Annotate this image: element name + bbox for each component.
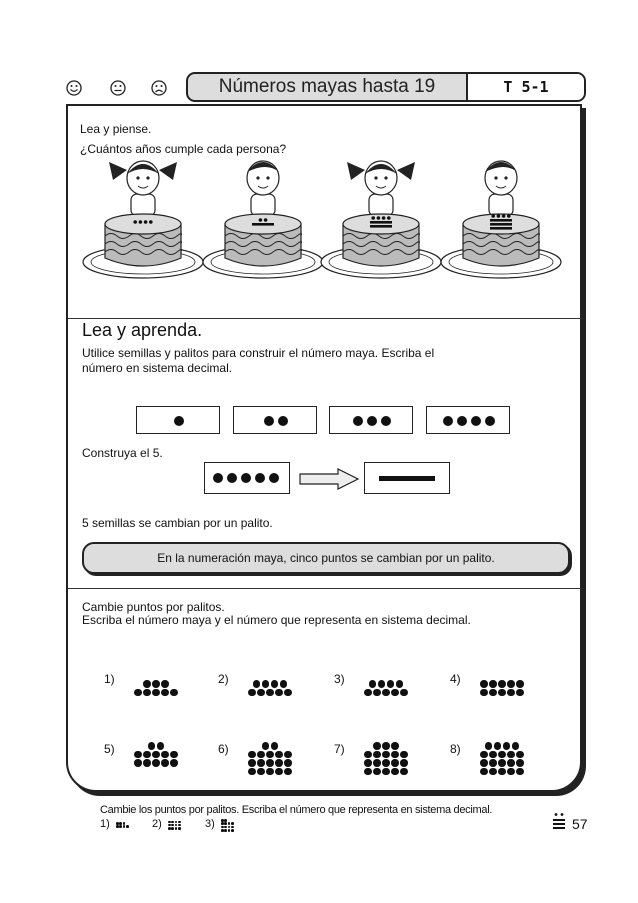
maya-dot (248, 689, 256, 697)
maya-dot (266, 751, 274, 759)
cake-maya-dot (144, 220, 148, 224)
maya-dot (516, 689, 524, 697)
happy-face-icon (66, 80, 82, 96)
maya-dot (278, 416, 288, 426)
maya-dot (221, 822, 224, 825)
sad-face-icon (151, 80, 167, 96)
maya-dot (364, 768, 372, 776)
cake-maya-dot (371, 216, 375, 220)
maya-dot (512, 742, 520, 750)
maya-dot (489, 759, 497, 767)
cake-maya-dot (139, 220, 143, 224)
maya-dot (143, 680, 151, 688)
maya-dot (264, 416, 274, 426)
maya-dot (516, 768, 524, 776)
maya-dot (480, 759, 488, 767)
footer-item-label: 2) (152, 818, 162, 830)
maya-dot (224, 822, 227, 825)
maya-dot (170, 689, 178, 697)
cake-top (105, 214, 181, 234)
maya-dot (503, 742, 511, 750)
maya-dot (480, 689, 488, 697)
maya-dot (400, 751, 408, 759)
maya-dot (161, 751, 169, 759)
maya-dot (353, 416, 363, 426)
maya-dot (373, 768, 381, 776)
maya-dot (391, 742, 399, 750)
maya-dot (257, 768, 265, 776)
maya-dot (257, 751, 265, 759)
section-divider-2 (68, 588, 582, 589)
pigtail-right (397, 162, 415, 180)
maya-number-box (233, 406, 317, 434)
maya-dot (480, 768, 488, 776)
maya-dot (367, 416, 377, 426)
person-body (369, 194, 393, 216)
person-eye (256, 176, 259, 179)
maya-dot (284, 768, 292, 776)
cake-top (343, 214, 419, 234)
person-eye (494, 176, 497, 179)
neutral-face-icon (110, 80, 126, 96)
maya-dot (382, 742, 390, 750)
maya-dot (400, 689, 408, 697)
maya-dot (227, 473, 237, 483)
maya-dot (400, 768, 408, 776)
page-title: Números mayas hasta 19 (218, 76, 436, 97)
maya-dot (489, 680, 497, 688)
maya-dot (248, 751, 256, 759)
maya-dot (116, 822, 119, 825)
maya-dot (391, 768, 399, 776)
maya-dot (152, 680, 160, 688)
bar-box (364, 462, 450, 494)
cake-maya-bar (370, 225, 392, 228)
maya-dot (134, 689, 142, 697)
maya-dot (516, 759, 524, 767)
maya-dot (364, 759, 372, 767)
maya-dot (480, 751, 488, 759)
exercise-label: 3) (334, 672, 345, 686)
pigtail-left (109, 162, 127, 180)
maya-number-box (329, 406, 413, 434)
page-number: 57 (572, 816, 588, 832)
maya-dot (123, 825, 126, 828)
maya-dot (152, 751, 160, 759)
cake-maya-bar (252, 223, 274, 226)
exercise-label: 6) (218, 742, 229, 756)
maya-dot (516, 680, 524, 688)
maya-dot (507, 680, 515, 688)
cake-maya-dot (382, 216, 386, 220)
cake-maya-dot (497, 214, 501, 218)
maya-dot (507, 759, 515, 767)
maya-dot (382, 768, 390, 776)
maya-dot (284, 751, 292, 759)
maya-dot (134, 751, 142, 759)
maya-dot (221, 819, 224, 822)
maya-dot (284, 689, 292, 697)
maya-dot (498, 768, 506, 776)
section-divider-1 (68, 318, 582, 319)
maya-number-box (426, 406, 510, 434)
five-dots-box (204, 462, 290, 494)
maya-dot (175, 821, 178, 824)
cake-maya-dot (502, 214, 506, 218)
maya-dot (148, 742, 156, 750)
maya-dot (231, 822, 234, 825)
maya-dot (262, 680, 270, 688)
maya-dot (498, 751, 506, 759)
rule-note-text: En la numeración maya, cinco puntos se cambian por un palito. (157, 551, 495, 565)
cake-maya-dot (507, 214, 511, 218)
section2-instruction-2: número en sistema decimal. (82, 361, 233, 375)
maya-dot (152, 759, 160, 767)
cake-maya-dot (377, 216, 381, 220)
exercise-label: 7) (334, 742, 345, 756)
cake-maya-dot (387, 216, 391, 220)
maya-dot (443, 416, 453, 426)
maya-dot (400, 759, 408, 767)
maya-dot (271, 742, 279, 750)
maya-dot (119, 822, 122, 825)
maya-dot (168, 824, 171, 827)
maya-dot (152, 689, 160, 697)
maya-dot (143, 759, 151, 767)
cake-maya-dot (264, 218, 268, 222)
maya-dot (116, 825, 119, 828)
maya-dot (224, 826, 227, 829)
maya-dot (485, 416, 495, 426)
person-eye (504, 176, 507, 179)
maya-dot (143, 751, 151, 759)
maya-dot (364, 751, 372, 759)
maya-dot (480, 680, 488, 688)
cake-maya-bar (490, 223, 512, 226)
exchange-text: 5 semillas se cambian por un palito. (82, 516, 273, 530)
maya-dot (143, 689, 151, 697)
title-bar (186, 72, 586, 102)
maya-dot (387, 680, 395, 688)
maya-dot (266, 689, 274, 697)
maya-seventeen-icon (552, 812, 566, 832)
maya-dot (178, 824, 181, 827)
maya-dot (175, 827, 178, 830)
person-eye (384, 176, 387, 179)
footer-item-label: 1) (100, 818, 110, 830)
maya-dot (157, 742, 165, 750)
maya-dot (221, 829, 224, 832)
exercise-label: 4) (450, 672, 461, 686)
maya-dot (275, 768, 283, 776)
maya-dot (275, 689, 283, 697)
maya-dot (275, 751, 283, 759)
maya-dot (134, 759, 142, 767)
maya-dot (161, 680, 169, 688)
maya-dot (489, 768, 497, 776)
maya-dot (171, 821, 174, 824)
maya-dot (266, 768, 274, 776)
maya-dot (174, 416, 184, 426)
maya-dot (178, 827, 181, 830)
maya-dot (516, 751, 524, 759)
maya-dot (489, 689, 497, 697)
maya-dot (168, 827, 171, 830)
exercise-label: 1) (104, 672, 115, 686)
maya-dot (378, 680, 386, 688)
person-eye (374, 176, 377, 179)
maya-dot (241, 473, 251, 483)
maya-dot (126, 825, 129, 828)
maya-dot (498, 680, 506, 688)
section2-heading: Lea y aprenda. (82, 320, 203, 340)
maya-dot (507, 689, 515, 697)
maya-dot (221, 826, 224, 829)
person-body (131, 194, 155, 216)
maya-dot (498, 759, 506, 767)
section2-instruction-1: Utilice semillas y palitos para construir el número maya. Escriba el (82, 346, 435, 360)
maya-dot (369, 680, 377, 688)
maya-dot (364, 689, 372, 697)
exercise-label: 8) (450, 742, 461, 756)
pigtail-left (347, 162, 365, 180)
maya-dot (494, 742, 502, 750)
maya-dot (471, 416, 481, 426)
section1-line1: Lea y piense. (80, 122, 152, 136)
cake-maya-dot (133, 220, 137, 224)
maya-dot (266, 759, 274, 767)
maya-dot (171, 824, 174, 827)
cake-maya-dot (259, 218, 263, 222)
cake-maya-dot (491, 214, 495, 218)
maya-dot (382, 689, 390, 697)
cake-maya-bar (490, 219, 512, 222)
maya-dot (123, 822, 126, 825)
maya-dot (171, 827, 174, 830)
maya-dot (373, 751, 381, 759)
maya-dot (175, 824, 178, 827)
maya-dot (228, 822, 231, 825)
maya-dot (271, 680, 279, 688)
maya-dot (170, 751, 178, 759)
maya-dot (119, 825, 122, 828)
maya-dot (382, 751, 390, 759)
maya-dot (161, 759, 169, 767)
person-eye (266, 176, 269, 179)
maya-dot (507, 768, 515, 776)
maya-dot (391, 751, 399, 759)
rule-note (82, 542, 570, 574)
maya-dot (248, 768, 256, 776)
maya-dot (489, 751, 497, 759)
maya-dot (257, 689, 265, 697)
maya-dot (373, 689, 381, 697)
maya-dot (485, 742, 493, 750)
maya-dot (228, 826, 231, 829)
footer-text: Cambie los puntos por palitos. Escriba el número que representa en sistema decimal. (100, 804, 493, 816)
maya-dot (231, 826, 234, 829)
person-eye (136, 176, 139, 179)
cake-maya-dot (149, 220, 153, 224)
maya-dot (507, 751, 515, 759)
cake-maya-bar (370, 221, 392, 224)
footer-item-label: 3) (205, 818, 215, 830)
maya-dot (213, 473, 223, 483)
maya-dot (280, 680, 288, 688)
maya-dot (161, 689, 169, 697)
maya-dot (257, 759, 265, 767)
person-body (489, 194, 513, 216)
cake-maya-bar (490, 227, 512, 230)
maya-bar (379, 476, 435, 481)
maya-dot (391, 689, 399, 697)
maya-dot (284, 759, 292, 767)
maya-dot (498, 689, 506, 697)
maya-dot (269, 473, 279, 483)
maya-dot (382, 759, 390, 767)
maya-dot (170, 759, 178, 767)
maya-dot (275, 759, 283, 767)
maya-dot (373, 759, 381, 767)
section3-line1: Cambie puntos por palitos. (82, 600, 225, 614)
section1-line2: ¿Cuántos años cumple cada persona? (80, 142, 287, 156)
maya-dot (396, 680, 404, 688)
maya-dot (381, 416, 391, 426)
lesson-code: T 5-1 (468, 74, 584, 100)
exercise-label: 2) (218, 672, 229, 686)
maya-dot (228, 829, 231, 832)
maya-dot (224, 819, 227, 822)
person-eye (146, 176, 149, 179)
maya-dot (391, 759, 399, 767)
maya-dot (457, 416, 467, 426)
maya-dot (255, 473, 265, 483)
maya-dot (373, 742, 381, 750)
maya-dot (262, 742, 270, 750)
exercise-label: 5) (104, 742, 115, 756)
maya-dot (248, 759, 256, 767)
maya-number-box (136, 406, 220, 434)
construct-label: Construya el 5. (82, 446, 163, 460)
pigtail-right (159, 162, 177, 180)
maya-dot (253, 680, 261, 688)
cakes-illustration (78, 150, 568, 288)
section3-line2: Escriba el número maya y el número que representa en sistema decimal. (82, 613, 471, 627)
arrow-right-icon (298, 467, 360, 491)
maya-dot (231, 829, 234, 832)
maya-dot (168, 821, 171, 824)
maya-dot (178, 821, 181, 824)
maya-dot (224, 829, 227, 832)
person-body (251, 194, 275, 216)
